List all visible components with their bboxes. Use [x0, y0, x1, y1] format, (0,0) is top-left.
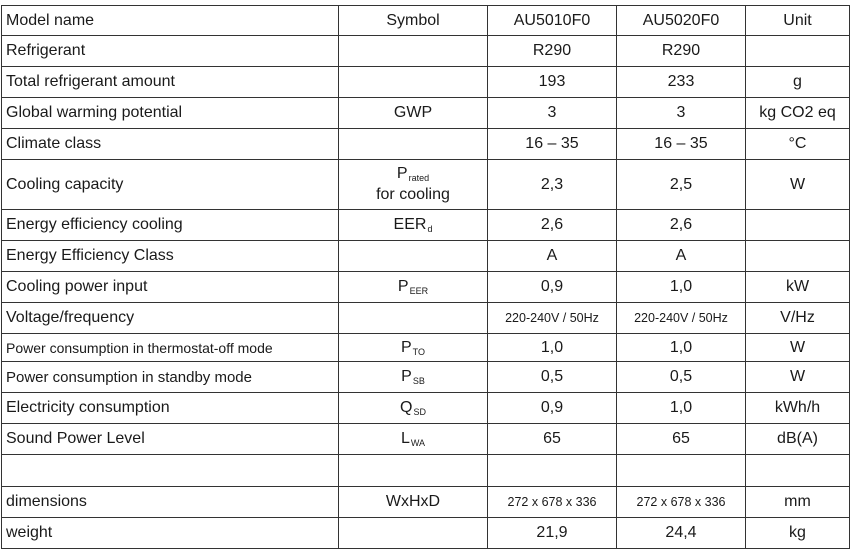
row-symbol: WxHxD	[339, 487, 488, 518]
row-name: Sound Power Level	[2, 424, 339, 455]
row-value-a	[488, 455, 617, 487]
row-unit: kg	[746, 518, 850, 549]
row-unit: kWh/h	[746, 393, 850, 424]
row-symbol	[339, 393, 488, 424]
row-unit	[746, 455, 850, 487]
table-row	[2, 334, 850, 362]
row-symbol	[339, 455, 488, 487]
row-name: Cooling power input	[2, 272, 339, 303]
table-row	[2, 362, 850, 393]
table-row	[2, 98, 850, 129]
row-value-b: 16 – 35	[617, 129, 746, 160]
row-value-b: 3	[617, 98, 746, 129]
row-symbol	[339, 272, 488, 303]
row-value-b: 65	[617, 424, 746, 455]
symbol-subscript: rated	[408, 172, 430, 183]
row-symbol: GWP	[339, 98, 488, 129]
row-name: Power consumption in standby mode	[2, 362, 339, 393]
table-row	[2, 36, 850, 67]
row-value-a: 21,9	[488, 518, 617, 549]
row-unit: °C	[746, 129, 850, 160]
table-row	[2, 210, 850, 241]
row-symbol	[339, 129, 488, 160]
symbol-subscript: d	[427, 224, 433, 234]
row-value-b: 1,0	[617, 334, 746, 362]
row-name: Energy efficiency cooling	[2, 210, 339, 241]
table-row-empty	[2, 455, 850, 487]
row-value-a: 193	[488, 67, 617, 98]
table-row	[2, 160, 850, 210]
header-unit: Unit	[746, 6, 850, 36]
table-row	[2, 518, 850, 549]
row-value-b: 0,5	[617, 362, 746, 393]
row-unit: W	[746, 362, 850, 393]
row-name: weight	[2, 518, 339, 549]
symbol-subscript: SB	[412, 376, 425, 386]
row-name: Refrigerant	[2, 36, 339, 67]
row-name: dimensions	[2, 487, 339, 518]
row-value-a: 3	[488, 98, 617, 129]
row-name: Cooling capacity	[2, 160, 339, 210]
table-row	[2, 393, 850, 424]
row-value-a: 1,0	[488, 334, 617, 362]
row-unit: W	[746, 160, 850, 210]
row-value-a: 0,9	[488, 393, 617, 424]
row-value-a: 65	[488, 424, 617, 455]
row-unit: kW	[746, 272, 850, 303]
header-model-b: AU5020F0	[617, 6, 746, 36]
row-name: Total refrigerant amount	[2, 67, 339, 98]
row-value-a: A	[488, 241, 617, 272]
symbol-subscript: SD	[413, 407, 426, 417]
row-value-b: 2,5	[617, 160, 746, 210]
row-symbol	[339, 210, 488, 241]
row-symbol	[339, 241, 488, 272]
symbol-main: P	[396, 164, 408, 182]
symbol-subscript: EER	[409, 286, 429, 296]
symbol-subscript: WA	[410, 438, 426, 448]
symbol-main: P	[401, 368, 412, 385]
row-symbol	[339, 518, 488, 549]
row-name: Electricity consumption	[2, 393, 339, 424]
row-name: Energy Efficiency Class	[2, 241, 339, 272]
symbol-main: L	[400, 430, 410, 447]
row-value-b: 233	[617, 67, 746, 98]
row-symbol	[339, 334, 488, 362]
row-unit: g	[746, 67, 850, 98]
symbol-main: P	[397, 278, 409, 295]
row-unit	[746, 36, 850, 67]
row-name	[2, 455, 339, 487]
row-symbol	[339, 424, 488, 455]
row-value-a: 2,3	[488, 160, 617, 210]
row-value-a: 16 – 35	[488, 129, 617, 160]
header-model-a: AU5010F0	[488, 6, 617, 36]
row-value-b: 272 x 678 x 336	[617, 487, 746, 518]
row-unit	[746, 210, 850, 241]
row-symbol	[339, 362, 488, 393]
table-row	[2, 303, 850, 334]
row-value-a: 0,9	[488, 272, 617, 303]
row-name: Global warming potential	[2, 98, 339, 129]
header-model-name: Model name	[2, 6, 339, 36]
header-row	[2, 6, 850, 36]
row-symbol	[339, 160, 488, 210]
row-value-b: R290	[617, 36, 746, 67]
row-unit: V/Hz	[746, 303, 850, 334]
table-row	[2, 129, 850, 160]
row-symbol	[339, 36, 488, 67]
table-row	[2, 424, 850, 455]
row-unit	[746, 241, 850, 272]
row-value-a: R290	[488, 36, 617, 67]
row-symbol	[339, 303, 488, 334]
row-value-b: 1,0	[617, 272, 746, 303]
row-value-b: A	[617, 241, 746, 272]
table-row	[2, 272, 850, 303]
row-name: Power consumption in thermostat-off mode	[2, 334, 339, 362]
row-value-b: 220-240V / 50Hz	[617, 303, 746, 334]
row-symbol	[339, 67, 488, 98]
row-value-b: 2,6	[617, 210, 746, 241]
symbol-main: P	[400, 338, 412, 356]
row-unit: dB(A)	[746, 424, 850, 455]
row-value-a: 220-240V / 50Hz	[488, 303, 617, 334]
symbol-subscript: TO	[412, 346, 425, 357]
symbol-main: Q	[400, 399, 413, 416]
spec-table	[1, 5, 850, 549]
symbol-main: EER	[393, 216, 427, 233]
row-unit: W	[746, 334, 850, 362]
symbol-line2: for cooling	[376, 185, 450, 203]
row-name: Climate class	[2, 129, 339, 160]
row-value-b	[617, 455, 746, 487]
row-unit: kg CO2 eq	[746, 98, 850, 129]
row-name: Voltage/frequency	[2, 303, 339, 334]
row-unit: mm	[746, 487, 850, 518]
row-value-b: 24,4	[617, 518, 746, 549]
header-symbol: Symbol	[339, 6, 488, 36]
table-row	[2, 487, 850, 518]
row-value-a: 272 x 678 x 336	[488, 487, 617, 518]
row-value-b: 1,0	[617, 393, 746, 424]
table-row	[2, 241, 850, 272]
row-value-a: 2,6	[488, 210, 617, 241]
table-row	[2, 67, 850, 98]
row-value-a: 0,5	[488, 362, 617, 393]
